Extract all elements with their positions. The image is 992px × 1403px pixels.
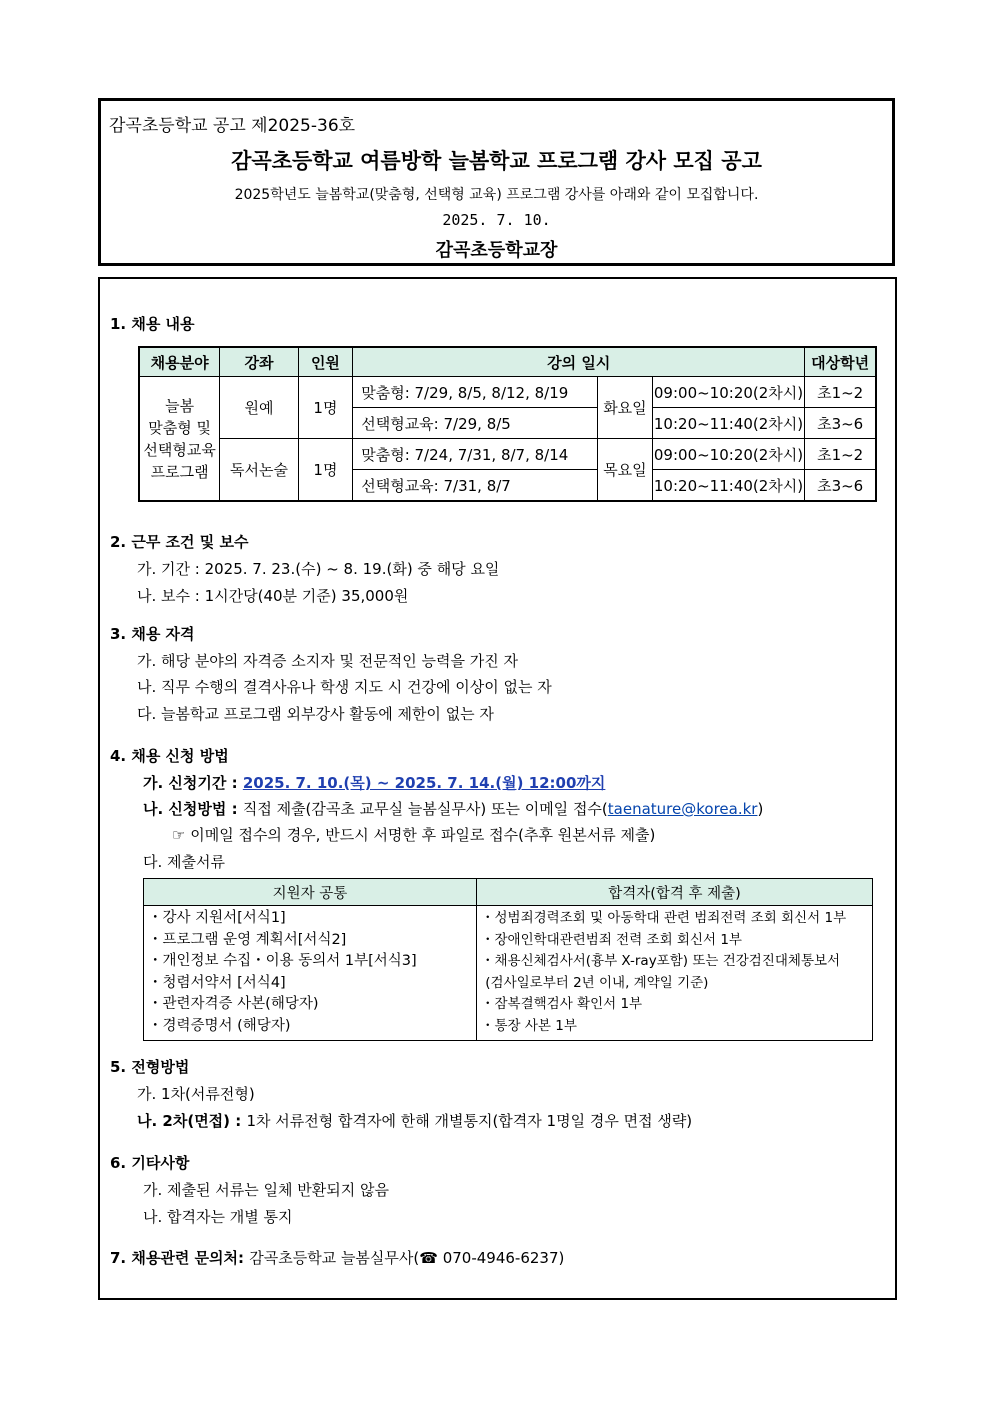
- list-item: ・개인정보 수집・이용 동의서 1부[서식3]: [148, 953, 417, 970]
- category-cell: 늘봄 맞춤형 및 선택형교육 프로그램: [139, 377, 220, 502]
- schedule-time: 09:00~10:20(2차시): [652, 377, 805, 408]
- schedule-dates: 맞춤형: 7/24, 7/31, 8/7, 8/14: [353, 439, 598, 470]
- target-grade: 초3~6: [805, 408, 876, 439]
- list-item: ・관련자격증 사본(해당자): [148, 996, 319, 1013]
- course-count: 1명: [298, 439, 353, 502]
- s7-contact: [110, 1247, 564, 1268]
- col-header-count: 인원: [298, 347, 353, 377]
- section-7-heading: 7. 채용관련 문의처:: [110, 1249, 250, 1267]
- section-2-heading: 2. 근무 조건 및 보수: [110, 533, 249, 551]
- table-row: [139, 377, 876, 408]
- list-item: ・경력증명서 (해당자): [148, 1017, 291, 1034]
- section-6-heading: 6. 기타사항: [110, 1154, 190, 1172]
- documents-table: [143, 878, 873, 1041]
- course-count: 1명: [298, 377, 353, 439]
- application-period: 2025. 7. 10.(목) ~ 2025. 7. 14.(월) 12:00까지: [242, 774, 606, 792]
- notice-body-box: [98, 277, 897, 1300]
- section-5-heading: 5. 전형방법: [110, 1058, 190, 1076]
- s4-item-b: [143, 798, 763, 819]
- s5-item-b: [137, 1110, 692, 1131]
- target-grade: 초3~6: [805, 470, 876, 502]
- s6-item-a: 가. 제출된 서류는 일체 반환되지 않음: [143, 1181, 389, 1199]
- s4-item-b-close: ): [757, 800, 764, 818]
- s5-item-b-label: 나. 2차(면접) :: [137, 1112, 247, 1130]
- recruitment-table: [138, 346, 877, 502]
- course-name: 독서논술: [220, 439, 298, 502]
- list-item: ・채용신체검사서(흉부 X-ray포함) 또는 건강검진대체통보서: [481, 953, 841, 970]
- page-title: 감곡초등학교 여름방학 늘봄학교 프로그램 강사 모집 공고: [231, 148, 762, 173]
- schedule-time: 09:00~10:20(2차시): [652, 439, 805, 470]
- col-header-common-docs: 지원자 공통: [144, 879, 477, 906]
- list-item: ・잠복결핵검사 확인서 1부: [481, 996, 643, 1013]
- schedule-time: 10:20~11:40(2차시): [652, 408, 805, 439]
- s5-item-a: 가. 1차(서류전형): [137, 1085, 255, 1103]
- section-3-heading: 3. 채용 자격: [110, 625, 195, 643]
- s6-item-b: 나. 합격자는 개별 통지: [143, 1208, 293, 1226]
- s4-item-c: 다. 제출서류: [143, 853, 225, 871]
- schedule-day: 목요일: [598, 439, 653, 502]
- col-header-pass-docs: 합격자(합격 후 제출): [477, 879, 873, 906]
- list-item: ・프로그램 운영 계획서[서식2]: [148, 931, 347, 948]
- schedule-day: 화요일: [598, 377, 653, 439]
- list-item: ・청렴서약서 [서식4]: [148, 974, 286, 991]
- section-4-heading: 4. 채용 신청 방법: [110, 747, 229, 765]
- s4-item-a: [143, 772, 605, 793]
- col-header-field: 채용분야: [139, 347, 220, 377]
- col-header-course: 강좌: [220, 347, 298, 377]
- s3-item-b: 나. 직무 수행의 결격사유나 학생 지도 시 건강에 이상이 없는 자: [137, 678, 552, 696]
- notice-header-box: [98, 98, 895, 266]
- col-header-grade: 대상학년: [805, 347, 876, 377]
- s3-item-c: 다. 늘봄학교 프로그램 외부강사 활동에 제한이 없는 자: [137, 705, 494, 723]
- issuer: 감곡초등학교장: [435, 240, 558, 261]
- s4-item-b-text: 직접 제출(감곡초 교무실 늘봄실무사) 또는 이메일 접수(: [242, 800, 608, 818]
- s2-item-b: 나. 보수 : 1시간당(40분 기준) 35,000원: [137, 587, 409, 605]
- schedule-dates: 선택형교육: 7/29, 8/5: [353, 408, 598, 439]
- schedule-dates: 맞춤형: 7/29, 8/5, 8/12, 8/19: [353, 377, 598, 408]
- s4-item-b-label: 나. 신청방법 :: [143, 800, 243, 818]
- schedule-time: 10:20~11:40(2차시): [652, 470, 805, 502]
- contact-text: 감곡초등학교 늘봄실무사(☎ 070-4946-6237): [249, 1249, 565, 1267]
- target-grade: 초1~2: [805, 377, 876, 408]
- list-item: (검사일로부터 2년 이내, 계약일 기준): [481, 974, 709, 991]
- col-header-schedule: 강의 일시: [353, 347, 805, 377]
- s2-item-a: 가. 기간 : 2025. 7. 23.(수) ~ 8. 19.(화) 중 해당 요일: [137, 560, 500, 578]
- target-grade: 초1~2: [805, 439, 876, 470]
- course-name: 원예: [220, 377, 298, 439]
- list-item: ・장애인학대관련범죄 전력 조회 회신서 1부: [481, 931, 742, 948]
- common-docs-cell: [144, 906, 477, 1041]
- list-item: ・통장 사본 1부: [481, 1017, 577, 1034]
- s4-item-a-label: 가. 신청기간 :: [143, 774, 243, 792]
- notice-number: 감곡초등학교 공고 제2025-36호: [109, 116, 356, 136]
- s3-item-a: 가. 해당 분야의 자격증 소지자 및 전문적인 능력을 가진 자: [137, 652, 518, 670]
- notice-subtitle: 2025학년도 늘봄학교(맞춤형, 선택형 교육) 프로그램 강사를 아래와 같이 모집합니다.: [234, 187, 759, 203]
- section-1-heading: 1. 채용 내용: [110, 315, 195, 333]
- email-note: ☞ 이메일 접수의 경우, 반드시 서명한 후 파일로 접수(추후 원본서류 제출): [172, 826, 656, 844]
- email-link[interactable]: taenature@korea.kr: [607, 800, 758, 818]
- schedule-dates: 선택형교육: 7/31, 8/7: [353, 470, 598, 502]
- list-item: ・성범죄경력조회 및 아동학대 관련 범죄전력 조회 회신서 1부: [481, 910, 847, 926]
- s5-item-b-text: 1차 서류전형 합격자에 한해 개별통지(합격자 1명일 경우 면접 생략): [246, 1112, 693, 1130]
- list-item: ・강사 지원서[서식1]: [148, 910, 286, 926]
- notice-date: 2025. 7. 10.: [442, 211, 551, 229]
- pass-docs-cell: [477, 906, 873, 1041]
- table-row: [139, 439, 876, 470]
